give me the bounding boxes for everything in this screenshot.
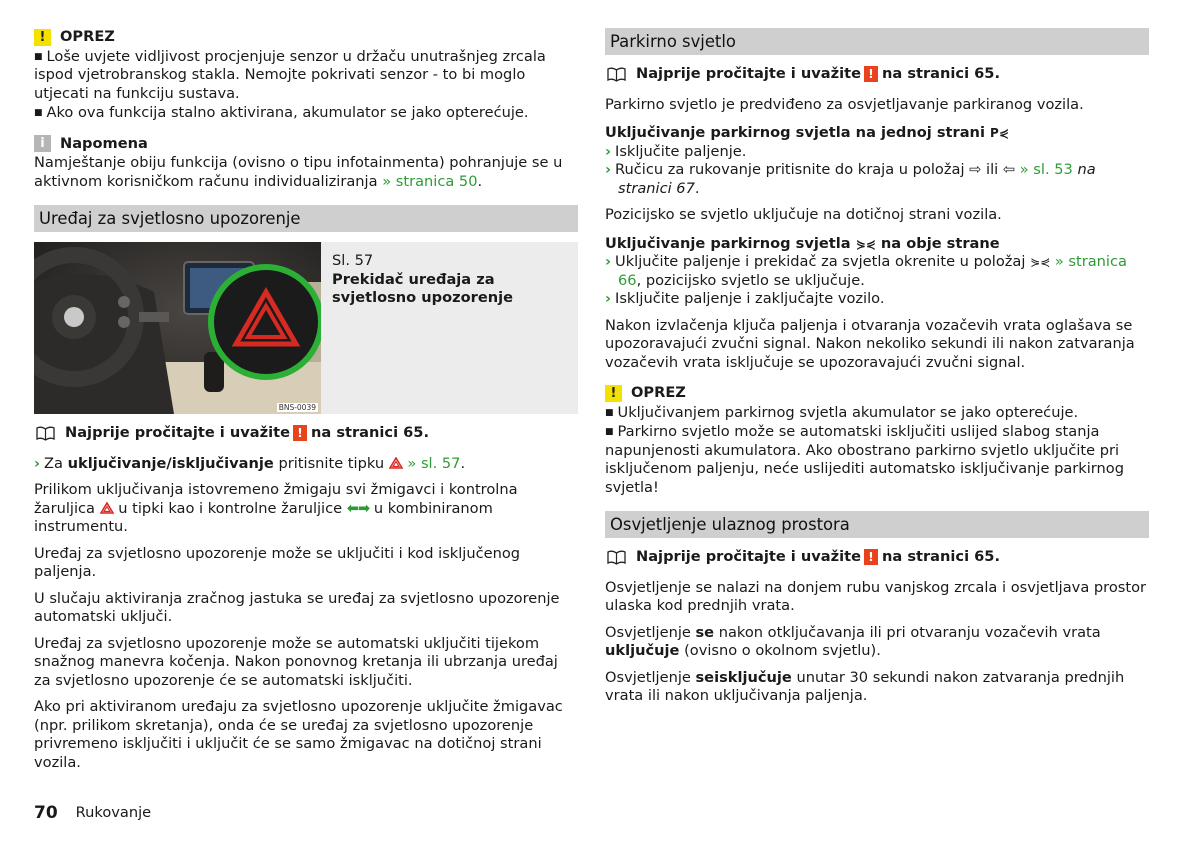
book-icon bbox=[607, 67, 626, 82]
paragraph: Uređaj za svjetlosno upozorenje može se automatski uključiti tijekom snažnog manevra kočenja. Nakon ponovnog kretanja ili ubrzanja uređaj za svjetlosno upozorenje će se automatski isključiti. bbox=[34, 634, 558, 689]
section-title: Parkirno svjetlo bbox=[605, 28, 1149, 55]
read-first-notice: Najprije pročitajte i uvažite ! na stranici 65. bbox=[34, 424, 578, 443]
figure-link[interactable]: » sl. 57 bbox=[407, 454, 461, 472]
dashboard-illustration bbox=[34, 242, 321, 414]
paragraph: Uređaj za svjetlosno upozorenje može se uključiti i kod isključenog paljenja. bbox=[34, 544, 521, 580]
notice-bullet: ■ Loše uvjete vidljivost procjenjuje senzor u držaču unutrašnjeg zrcala ispod vjetrobranskog stakla. Nemojte pokrivati senzor - to bi moglo utjecati na funkciju sustava. bbox=[34, 48, 578, 104]
book-icon bbox=[36, 426, 55, 441]
page-link[interactable]: » stranica 50 bbox=[382, 172, 478, 190]
step-arrow-icon: › bbox=[605, 253, 612, 270]
step-arrow-icon: › bbox=[605, 290, 612, 307]
instruction-step: › Uključite paljenje i prekidač za svjetla okrenite u položaj ⋟⋞ » stranica 66, pozicijsko svjetlo se uključuje. bbox=[605, 253, 1127, 289]
instruction-step: › Isključite paljenje. bbox=[605, 142, 747, 160]
note-text: Namještanje obiju funkcija (ovisno o tipu infotainmenta) pohranjuje se u aktivnom korisničkom računu individualiziranja » stranica 50. bbox=[34, 154, 563, 190]
notice-title: Napomena bbox=[60, 134, 148, 152]
figure-link[interactable]: » sl. 53 bbox=[1019, 161, 1073, 178]
warning-icon: ! bbox=[605, 385, 622, 402]
section-title: Osvjetljenje ulaznog prostora bbox=[605, 511, 1149, 538]
notice-bullet: ■ Ako ova funkcija stalno aktivirana, akumulator se jako opterećuje. bbox=[34, 104, 578, 123]
read-first-notice: Najprije pročitajte i uvažite ! na stranici 65. bbox=[605, 65, 1149, 84]
paragraph: Nakon izvlačenja ključa paljenja i otvaranja vozačevih vrata oglašava se upozoravajući zvučni signal. Nakon nekoliko sekundi ili nakon zatvaranja vozačevih vrata isključuje se upozoravajući zvučni signal. bbox=[605, 316, 1135, 371]
read-first-notice: Najprije pročitajte i uvažite ! na stranici 65. bbox=[605, 548, 1149, 567]
paragraph: Parkirno svjetlo je predviđeno za osvjetljavanje parkiranog vozila. bbox=[605, 95, 1084, 113]
note-notice bbox=[34, 135, 578, 192]
side-light-icon: ⋟⋞ bbox=[1030, 255, 1051, 269]
figure-block bbox=[34, 242, 578, 414]
warning-exclamation-icon: ! bbox=[864, 549, 878, 565]
info-icon: i bbox=[34, 135, 51, 152]
paragraph: Prilikom uključivanja istovremeno žmigaju svi žmigavci i kontrolna žaruljica u tipki kao i kontrolne žaruljice ⬅➡ u kombiniranom instrumentu. bbox=[34, 481, 518, 535]
paragraph: U slučaju aktiviranja zračnog jastuka se uređaj za svjetlosno upozorenje automatski uključi. bbox=[34, 589, 560, 625]
instruction-step: › Ručicu za rukovanje pritisnite do kraja u položaj ⇨ ili ⇦ » sl. 53 na stranici 67. bbox=[605, 161, 1096, 197]
page-number: 70 bbox=[34, 803, 58, 823]
hazard-triangle-icon bbox=[100, 502, 114, 514]
figure-caption bbox=[321, 242, 578, 414]
page-link[interactable]: » stranica 66 bbox=[618, 253, 1127, 289]
warning-exclamation-icon: ! bbox=[864, 66, 878, 82]
paragraph: Osvjetljenje seisključuje unutar 30 sekundi nakon zatvaranja prednjih vrata ili nakon uključivanja paljenja. bbox=[605, 668, 1125, 704]
turn-signal-arrows-icon: ⬅➡ bbox=[346, 499, 370, 517]
book-icon bbox=[607, 550, 626, 565]
warning-exclamation-icon: ! bbox=[293, 425, 307, 441]
step-arrow-icon: › bbox=[605, 161, 612, 178]
notice-bullet: ■ Parkirno svjetlo može se automatski isključiti uslijed slabog stanja napunjenosti akumulatora. Ako obostrano parkirno svjetlo uključite pri isključenom paljenju, neće uslijediti automatsko isključivanje parkirnog svjetla! bbox=[605, 423, 1149, 497]
figure-code: BNS-0039 bbox=[278, 403, 316, 412]
page-footer bbox=[34, 804, 151, 823]
right-column bbox=[605, 28, 1149, 714]
paragraph: Osvjetljenje se nalazi na donjem rubu vanjskog zrcala i osvjetljava prostor ulaska kod prednjih vrata. bbox=[605, 578, 1147, 614]
arrow-right-outline-icon: ⇨ bbox=[969, 161, 982, 178]
paragraph: Osvjetljenje se nakon otključavanja ili pri otvaranju vozačevih vrata uključuje (ovisno o okolnom svjetlu). bbox=[605, 623, 1101, 659]
paragraph: Ako pri aktiviranom uređaju za svjetlosno upozorenje uključite žmigavac (npr. prilikom skretanja), onda će se uređaj za svjetlosno upozorenje privremeno isključiti i uključit će se samo žmigavac na dotičnoj strani vozila. bbox=[34, 698, 563, 771]
notice-title: OPREZ bbox=[631, 384, 686, 401]
hazard-triangle-icon bbox=[389, 457, 403, 469]
caution-notice bbox=[605, 384, 1149, 497]
step-arrow-icon: › bbox=[605, 142, 612, 160]
hazard-switch-figure bbox=[34, 242, 321, 414]
instruction-step: › Isključite paljenje i zaključajte vozilo. bbox=[605, 290, 885, 307]
section-title: Uređaj za svjetlosno upozorenje bbox=[34, 205, 578, 232]
arrow-left-outline-icon: ⇦ bbox=[1002, 161, 1016, 178]
step-arrow-icon: › bbox=[34, 454, 41, 472]
footer-section: Rukovanje bbox=[75, 804, 152, 821]
notice-bullet: ■ Uključivanjem parkirnog svjetla akumulator se jako opterećuje. bbox=[605, 404, 1149, 423]
paragraph: Pozicijsko se svjetlo uključuje na dotičnoj strani vozila. bbox=[605, 206, 1002, 223]
subheading: Uključivanje parkirnog svjetla ⋟⋞ na obje strane bbox=[605, 234, 1000, 252]
figure-caption-title: Prekidač uređaja za svjetlosno upozorenje bbox=[332, 270, 514, 306]
subheading: Uključivanje parkirnog svjetla na jednoj strani P⋞ bbox=[605, 124, 1009, 141]
parking-light-icon: P⋞ bbox=[990, 126, 1009, 140]
caution-notice bbox=[34, 28, 578, 123]
notice-title: OPREZ bbox=[60, 28, 115, 45]
warning-icon: ! bbox=[34, 29, 51, 46]
instruction-step: › Za uključivanje/isključivanje pritisnite tipku » sl. 57. bbox=[34, 454, 466, 472]
figure-number: Sl. 57 bbox=[332, 252, 374, 269]
left-column bbox=[34, 28, 578, 780]
side-light-icon: ⋟⋞ bbox=[855, 236, 876, 251]
